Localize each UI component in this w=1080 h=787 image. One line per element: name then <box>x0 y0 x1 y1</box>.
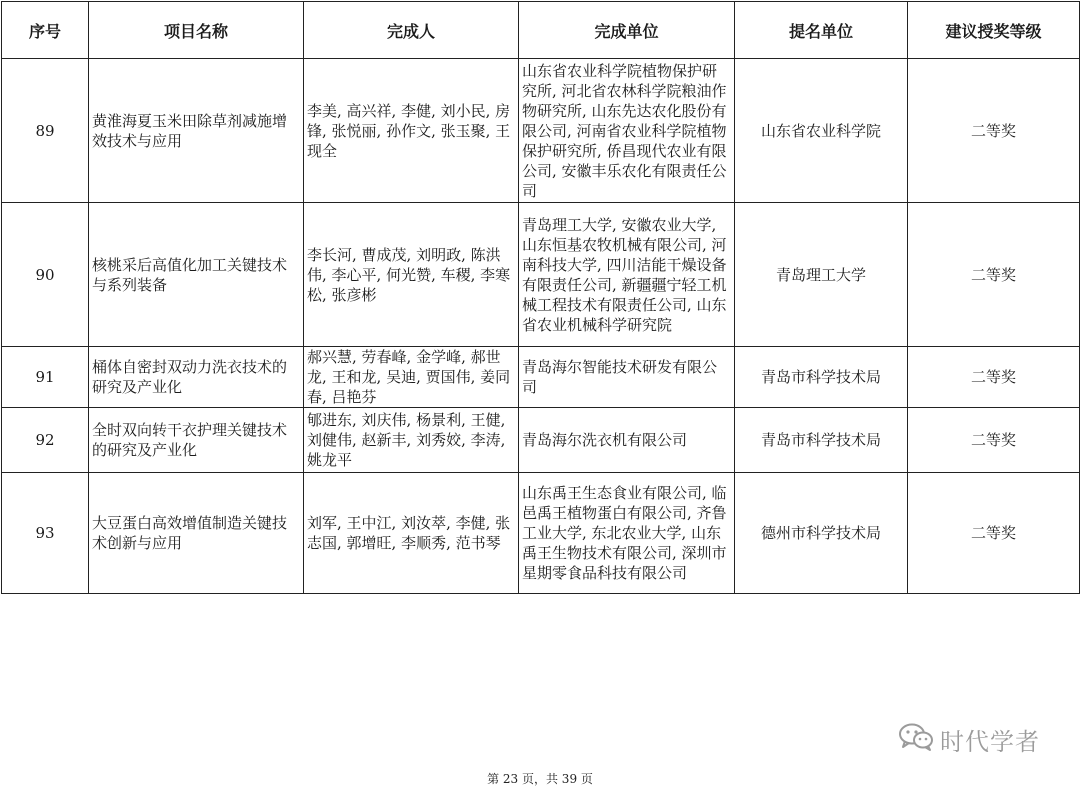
cell-completing-units: 青岛海尔洗衣机有限公司 <box>519 408 735 473</box>
header-project-name: 项目名称 <box>89 2 304 59</box>
cell-award-level: 二等奖 <box>908 473 1080 594</box>
cell-completing-units: 山东省农业科学院植物保护研究所, 河北省农林科学院粮油作物研究所, 山东先达农化股份有限公司, 河南省农业科学院植物保护研究所, 侨昌现代农业有限公司, 安徽丰乐农化有限责任公司 <box>519 59 735 203</box>
cell-completers: 李美, 高兴祥, 李健, 刘小民, 房锋, 张悦丽, 孙作文, 张玉聚, 王现全 <box>304 59 519 203</box>
cell-completing-units: 山东禹王生态食业有限公司, 临邑禹王植物蛋白有限公司, 齐鲁工业大学, 东北农业大学, 山东禹王生物技术有限公司, 深圳市星期零食品科技有限公司 <box>519 473 735 594</box>
wechat-icon <box>898 722 934 756</box>
table-row <box>2 408 1080 473</box>
cell-award-level: 二等奖 <box>908 203 1080 347</box>
cell-project-name: 核桃采后高值化加工关键技术与系列装备 <box>89 203 304 347</box>
cell-no: 93 <box>2 473 89 594</box>
cell-no: 89 <box>2 59 89 203</box>
header-completers: 完成人 <box>304 2 519 59</box>
cell-completers: 郝兴慧, 劳春峰, 金学峰, 郝世龙, 王和龙, 吴迪, 贾国伟, 姜同春, 吕艳芬 <box>304 347 519 408</box>
cell-project-name: 桶体自密封双动力洗衣技术的研究及产业化 <box>89 347 304 408</box>
cell-project-name: 全时双向转干衣护理关键技术的研究及产业化 <box>89 408 304 473</box>
cell-no: 90 <box>2 203 89 347</box>
cell-project-name: 黄淮海夏玉米田除草剂减施增效技术与应用 <box>89 59 304 203</box>
cell-completers: 郇进东, 刘庆伟, 杨景利, 王健, 刘健伟, 赵新丰, 刘秀姣, 李涛, 姚龙平 <box>304 408 519 473</box>
awards-table <box>1 1 1080 594</box>
header-award-level: 建议授奖等级 <box>908 2 1080 59</box>
header-nominating-unit: 提名单位 <box>735 2 908 59</box>
header-completing-units: 完成单位 <box>519 2 735 59</box>
cell-completers: 刘军, 王中江, 刘汝萃, 李健, 张志国, 郭增旺, 李顺秀, 范书琴 <box>304 473 519 594</box>
cell-completing-units: 青岛理工大学, 安徽农业大学, 山东恒基农牧机械有限公司, 河南科技大学, 四川洁能干燥设备有限责任公司, 新疆疆宁轻工机械工程技术有限责任公司, 山东省农业机械科学研究院 <box>519 203 735 347</box>
watermark <box>898 722 1040 756</box>
cell-nominating-unit: 青岛市科学技术局 <box>735 347 908 408</box>
cell-completing-units: 青岛海尔智能技术研发有限公司 <box>519 347 735 408</box>
header-no: 序号 <box>2 2 89 59</box>
cell-no: 91 <box>2 347 89 408</box>
table-row <box>2 203 1080 347</box>
cell-nominating-unit: 青岛理工大学 <box>735 203 908 347</box>
cell-award-level: 二等奖 <box>908 59 1080 203</box>
cell-nominating-unit: 山东省农业科学院 <box>735 59 908 203</box>
table-row <box>2 473 1080 594</box>
page-footer: 第 23 页，共 39 页 <box>487 772 593 786</box>
table-row <box>2 59 1080 203</box>
cell-nominating-unit: 青岛市科学技术局 <box>735 408 908 473</box>
cell-award-level: 二等奖 <box>908 408 1080 473</box>
cell-completers: 李长河, 曹成茂, 刘明政, 陈洪伟, 李心平, 何光赞, 车稷, 李寒松, 张彦彬 <box>304 203 519 347</box>
cell-nominating-unit: 德州市科学技术局 <box>735 473 908 594</box>
table-header-row <box>2 2 1080 59</box>
cell-award-level: 二等奖 <box>908 347 1080 408</box>
watermark-text: 时代学者 <box>940 727 1040 756</box>
cell-no: 92 <box>2 408 89 473</box>
table-row <box>2 347 1080 408</box>
cell-project-name: 大豆蛋白高效增值制造关键技术创新与应用 <box>89 473 304 594</box>
